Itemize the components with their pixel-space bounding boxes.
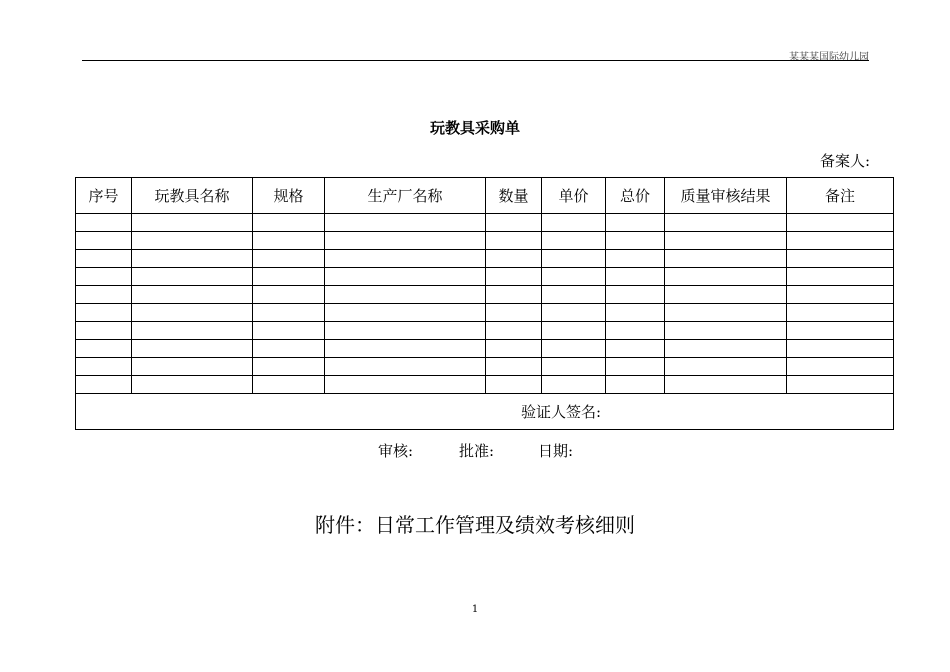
table-cell[interactable] [542,286,606,304]
table-row [76,214,894,232]
table-cell[interactable] [787,268,894,286]
table-cell[interactable] [606,322,665,340]
table-cell[interactable] [542,322,606,340]
table-row [76,286,894,304]
table-cell[interactable] [325,286,486,304]
column-header: 玩教具名称 [132,178,253,214]
table-cell[interactable] [787,304,894,322]
table-cell[interactable] [132,376,253,394]
table-cell[interactable] [325,268,486,286]
table-row [76,376,894,394]
column-header: 质量审核结果 [665,178,787,214]
purchase-table [75,177,894,430]
table-cell[interactable] [253,304,325,322]
table-cell[interactable] [665,322,787,340]
table-cell[interactable] [132,340,253,358]
table-cell[interactable] [606,250,665,268]
column-header: 规格 [253,178,325,214]
header-org-name: 某某某国际幼儿园 [789,52,869,63]
table-cell[interactable] [132,268,253,286]
table-cell[interactable] [787,358,894,376]
header-divider [82,60,869,61]
table-cell[interactable] [665,232,787,250]
table-cell[interactable] [665,214,787,232]
table-cell[interactable] [132,214,253,232]
table-cell[interactable] [542,358,606,376]
table-cell[interactable] [486,232,542,250]
table-body [76,214,894,394]
table-row [76,340,894,358]
table-cell[interactable] [606,214,665,232]
table-cell[interactable] [606,286,665,304]
table-cell[interactable] [76,376,132,394]
approve-label: 批准: [459,442,495,460]
table-cell[interactable] [486,358,542,376]
table-cell[interactable] [325,232,486,250]
table-cell[interactable] [76,286,132,304]
table-cell[interactable] [787,322,894,340]
verify-cell [76,394,894,430]
column-header: 单价 [542,178,606,214]
table-cell[interactable] [76,340,132,358]
table-cell[interactable] [132,358,253,376]
table-cell[interactable] [253,214,325,232]
table-cell[interactable] [665,376,787,394]
table-cell[interactable] [325,358,486,376]
table-cell[interactable] [132,322,253,340]
table-cell[interactable] [542,214,606,232]
table-cell[interactable] [542,232,606,250]
table-cell[interactable] [76,214,132,232]
table-cell[interactable] [76,304,132,322]
table-row [76,304,894,322]
column-header: 序号 [76,178,132,214]
column-header: 生产厂名称 [325,178,486,214]
verify-signature-label: 验证人签名: [521,403,602,421]
table-cell[interactable] [606,376,665,394]
table-cell[interactable] [787,286,894,304]
table-row [76,250,894,268]
table-cell[interactable] [132,232,253,250]
table-cell[interactable] [606,268,665,286]
review-label: 审核: [378,442,414,460]
column-header: 总价 [606,178,665,214]
table-cell[interactable] [76,322,132,340]
table-cell[interactable] [486,322,542,340]
table-cell[interactable] [325,304,486,322]
table-cell[interactable] [325,376,486,394]
form-title: 玩教具采购单 [429,119,520,137]
table-cell[interactable] [606,232,665,250]
table-cell[interactable] [253,286,325,304]
table-cell[interactable] [665,304,787,322]
table-cell[interactable] [253,358,325,376]
table-cell[interactable] [76,250,132,268]
table-cell[interactable] [606,340,665,358]
table-cell[interactable] [253,268,325,286]
table-cell[interactable] [253,322,325,340]
table-cell[interactable] [542,376,606,394]
table-cell[interactable] [325,250,486,268]
table-cell[interactable] [787,250,894,268]
column-header: 备注 [787,178,894,214]
table-cell[interactable] [542,340,606,358]
table-row [76,268,894,286]
table-cell[interactable] [253,232,325,250]
table-cell[interactable] [787,376,894,394]
table-cell[interactable] [787,232,894,250]
table-cell[interactable] [665,340,787,358]
table-cell[interactable] [665,268,787,286]
table-cell[interactable] [787,214,894,232]
table-cell[interactable] [542,268,606,286]
table-cell[interactable] [132,250,253,268]
table-cell[interactable] [486,304,542,322]
recorder-label: 备案人: [819,152,870,170]
table-cell[interactable] [606,358,665,376]
table-cell[interactable] [132,286,253,304]
table-row [76,358,894,376]
page-number: 1 [471,604,479,615]
column-header: 数量 [486,178,542,214]
table-cell[interactable] [325,340,486,358]
date-label: 日期: [538,442,574,460]
table-cell[interactable] [665,358,787,376]
table-row [76,322,894,340]
table-row [76,232,894,250]
table-cell[interactable] [486,214,542,232]
verify-row [76,394,894,430]
table-cell[interactable] [325,322,486,340]
table-cell[interactable] [253,340,325,358]
table-header-row [76,178,894,214]
table-cell[interactable] [486,376,542,394]
table-cell[interactable] [486,268,542,286]
table-cell[interactable] [787,340,894,358]
table-cell[interactable] [76,268,132,286]
table-cell[interactable] [76,358,132,376]
table-cell[interactable] [253,250,325,268]
table-cell[interactable] [486,286,542,304]
attachment-heading: 附件：日常工作管理及绩效考核细则 [315,513,635,537]
table-cell[interactable] [542,250,606,268]
table-cell[interactable] [76,232,132,250]
table-cell[interactable] [542,304,606,322]
table-cell[interactable] [486,250,542,268]
table-cell[interactable] [665,286,787,304]
table-cell[interactable] [253,376,325,394]
table-cell[interactable] [486,340,542,358]
table-cell[interactable] [606,304,665,322]
table-cell[interactable] [665,250,787,268]
table-cell[interactable] [325,214,486,232]
table-cell[interactable] [132,304,253,322]
